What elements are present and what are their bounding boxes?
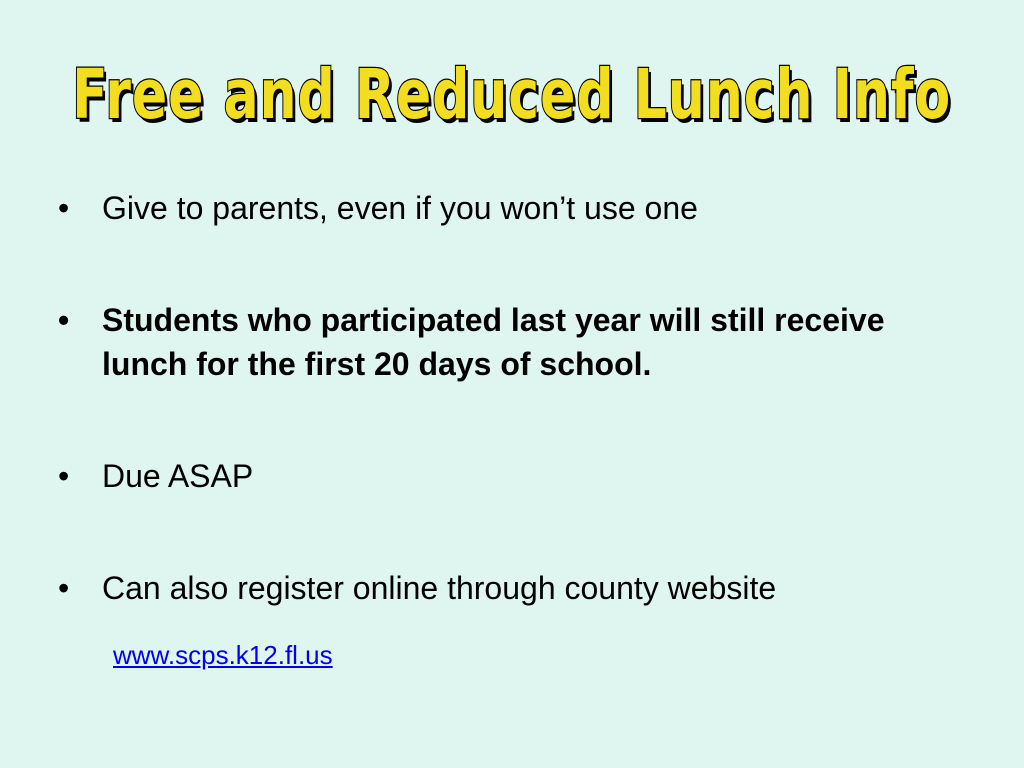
bullet-dot: • [58,190,70,226]
link-row [113,638,333,672]
bullet-item-register-online [58,566,978,610]
bullet-item-give-to-parents [58,186,978,230]
slide-title: Free and Reduced Lunch Info [72,56,952,136]
bullet-item-students-participated [58,298,978,386]
bullet-dot: • [58,458,70,494]
bullet-text: Students who participated last year will still receive lunch for the first 20 days of school. [102,302,885,382]
bullet-item-due-asap [58,454,978,498]
bullet-list [58,186,978,610]
bullet-text: Can also register online through county website [102,570,777,606]
title-container [0,50,1024,150]
bullet-text: Due ASAP [102,458,254,494]
county-website-link[interactable]: www.scps.k12.fl.us [113,640,333,670]
bullet-dot: • [58,302,70,338]
bullet-text: Give to parents, even if you won’t use one [102,190,698,226]
bullet-dot: • [58,570,70,606]
